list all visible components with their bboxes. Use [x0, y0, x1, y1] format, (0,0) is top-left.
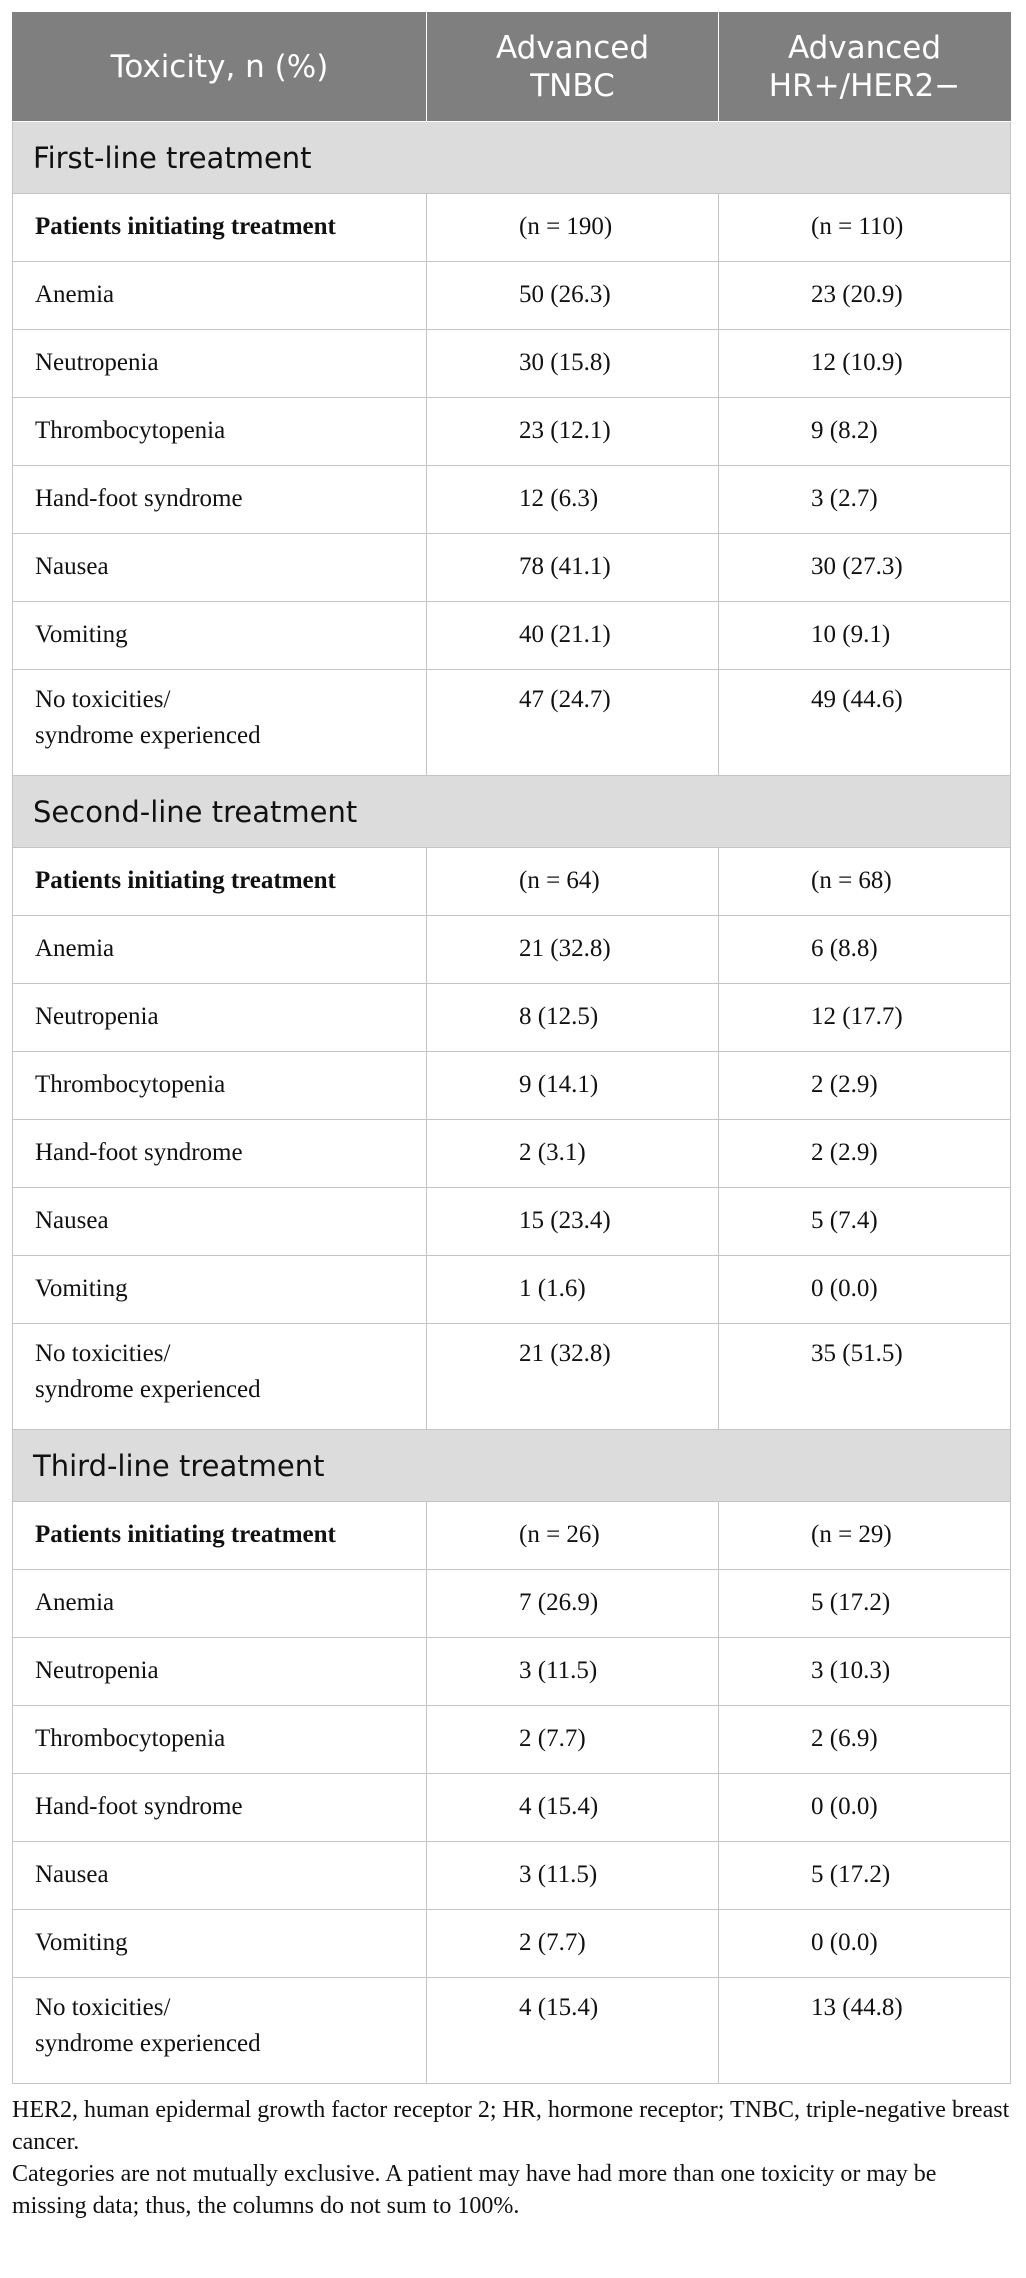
row-label: Vomiting — [13, 1256, 427, 1324]
tnbc-value: 40 (21.1) — [427, 602, 719, 670]
hr-her2-value: (n = 110) — [719, 194, 1011, 262]
table-row — [13, 1324, 1011, 1430]
row-label: Patients initiating treatment — [13, 848, 427, 916]
table-row — [13, 602, 1011, 670]
table-row — [13, 848, 1011, 916]
footnote-abbreviations: HER2, human epidermal growth factor receptor 2; HR, hormone receptor; TNBC, triple-negative breast cancer. — [12, 2097, 1010, 2155]
hr-her2-value: 2 (6.9) — [719, 1706, 1011, 1774]
row-label: Hand-foot syndrome — [13, 1774, 427, 1842]
row-label: Vomiting — [13, 1910, 427, 1978]
table-row — [13, 1052, 1011, 1120]
section-row — [13, 776, 1011, 848]
row-label: Nausea — [13, 534, 427, 602]
hr-her2-value: 30 (27.3) — [719, 534, 1011, 602]
table-row — [13, 1638, 1011, 1706]
row-label: Anemia — [13, 262, 427, 330]
table-row — [13, 916, 1011, 984]
row-label: No toxicities/ syndrome experienced — [13, 670, 427, 776]
row-label: Anemia — [13, 1570, 427, 1638]
table-row — [13, 194, 1011, 262]
section-row — [13, 122, 1011, 194]
table-row — [13, 1774, 1011, 1842]
hr-her2-value: 0 (0.0) — [719, 1774, 1011, 1842]
tnbc-value: 30 (15.8) — [427, 330, 719, 398]
hr-her2-value: 12 (10.9) — [719, 330, 1011, 398]
tnbc-value: 23 (12.1) — [427, 398, 719, 466]
table-row — [13, 1978, 1011, 2084]
tnbc-value: 9 (14.1) — [427, 1052, 719, 1120]
document — [12, 12, 1010, 2222]
tnbc-value: 4 (15.4) — [427, 1978, 719, 2084]
hr-her2-value: 5 (17.2) — [719, 1570, 1011, 1638]
row-label: No toxicities/ syndrome experienced — [13, 1978, 427, 2084]
hr-her2-value: (n = 68) — [719, 848, 1011, 916]
hr-her2-value: (n = 29) — [719, 1502, 1011, 1570]
row-label: Vomiting — [13, 602, 427, 670]
hr-her2-value: 3 (2.7) — [719, 466, 1011, 534]
row-label: Nausea — [13, 1188, 427, 1256]
tnbc-value: 50 (26.3) — [427, 262, 719, 330]
table-row — [13, 534, 1011, 602]
hr-her2-value: 13 (44.8) — [719, 1978, 1011, 2084]
header-hr-her2: Advanced HR+/HER2− — [719, 13, 1011, 122]
table-row — [13, 984, 1011, 1052]
row-label: Hand-foot syndrome — [13, 466, 427, 534]
row-label: Anemia — [13, 916, 427, 984]
hr-her2-value: 6 (8.8) — [719, 916, 1011, 984]
tnbc-value: 21 (32.8) — [427, 1324, 719, 1430]
tnbc-value: (n = 190) — [427, 194, 719, 262]
hr-her2-value: 49 (44.6) — [719, 670, 1011, 776]
row-label: Neutropenia — [13, 330, 427, 398]
hr-her2-value: 2 (2.9) — [719, 1120, 1011, 1188]
tnbc-value: 15 (23.4) — [427, 1188, 719, 1256]
table-row — [13, 670, 1011, 776]
row-label: Patients initiating treatment — [13, 1502, 427, 1570]
table-row — [13, 330, 1011, 398]
row-label: Neutropenia — [13, 984, 427, 1052]
hr-her2-value: 12 (17.7) — [719, 984, 1011, 1052]
row-label: Neutropenia — [13, 1638, 427, 1706]
tnbc-value: 3 (11.5) — [427, 1842, 719, 1910]
hr-her2-value: 35 (51.5) — [719, 1324, 1011, 1430]
tnbc-value: 2 (3.1) — [427, 1120, 719, 1188]
tnbc-value: 12 (6.3) — [427, 466, 719, 534]
table-row — [13, 1910, 1011, 1978]
row-label: No toxicities/ syndrome experienced — [13, 1324, 427, 1430]
hr-her2-value: 9 (8.2) — [719, 398, 1011, 466]
tnbc-value: (n = 64) — [427, 848, 719, 916]
section-title: First-line treatment — [13, 122, 1011, 194]
header-row — [13, 13, 1011, 122]
tnbc-value: 3 (11.5) — [427, 1638, 719, 1706]
tnbc-value: 4 (15.4) — [427, 1774, 719, 1842]
section-title: Second-line treatment — [13, 776, 1011, 848]
table-row — [13, 1706, 1011, 1774]
row-label: Nausea — [13, 1842, 427, 1910]
table-footnotes — [12, 2094, 1010, 2222]
tnbc-value: 1 (1.6) — [427, 1256, 719, 1324]
hr-her2-value: 5 (17.2) — [719, 1842, 1011, 1910]
table-row — [13, 1502, 1011, 1570]
row-label: Thrombocytopenia — [13, 1052, 427, 1120]
table-row — [13, 1120, 1011, 1188]
hr-her2-value: 3 (10.3) — [719, 1638, 1011, 1706]
hr-her2-value: 5 (7.4) — [719, 1188, 1011, 1256]
table-row — [13, 1842, 1011, 1910]
section-row — [13, 1430, 1011, 1502]
tnbc-value: 21 (32.8) — [427, 916, 719, 984]
hr-her2-value: 10 (9.1) — [719, 602, 1011, 670]
table-row — [13, 1188, 1011, 1256]
row-label: Patients initiating treatment — [13, 194, 427, 262]
table-row — [13, 262, 1011, 330]
section-title: Third-line treatment — [13, 1430, 1011, 1502]
tnbc-value: 47 (24.7) — [427, 670, 719, 776]
row-label: Hand-foot syndrome — [13, 1120, 427, 1188]
hr-her2-value: 0 (0.0) — [719, 1256, 1011, 1324]
table-row — [13, 466, 1011, 534]
table-row — [13, 1256, 1011, 1324]
header-tnbc: Advanced TNBC — [427, 13, 719, 122]
row-label: Thrombocytopenia — [13, 398, 427, 466]
tnbc-value: 2 (7.7) — [427, 1910, 719, 1978]
tnbc-value: 2 (7.7) — [427, 1706, 719, 1774]
table-row — [13, 1570, 1011, 1638]
tnbc-value: 7 (26.9) — [427, 1570, 719, 1638]
toxicity-table — [12, 12, 1011, 2084]
tnbc-value: 78 (41.1) — [427, 534, 719, 602]
tnbc-value: 8 (12.5) — [427, 984, 719, 1052]
row-label: Thrombocytopenia — [13, 1706, 427, 1774]
tnbc-value: (n = 26) — [427, 1502, 719, 1570]
table-row — [13, 398, 1011, 466]
hr-her2-value: 23 (20.9) — [719, 262, 1011, 330]
header-toxicity: Toxicity, n (%) — [13, 13, 427, 122]
table-body — [13, 122, 1011, 2084]
hr-her2-value: 2 (2.9) — [719, 1052, 1011, 1120]
hr-her2-value: 0 (0.0) — [719, 1910, 1011, 1978]
footnote-categories: Categories are not mutually exclusive. A patient may have had more than one toxicity or may be missing data; thus, the columns do not sum to 100%. — [12, 2161, 937, 2219]
